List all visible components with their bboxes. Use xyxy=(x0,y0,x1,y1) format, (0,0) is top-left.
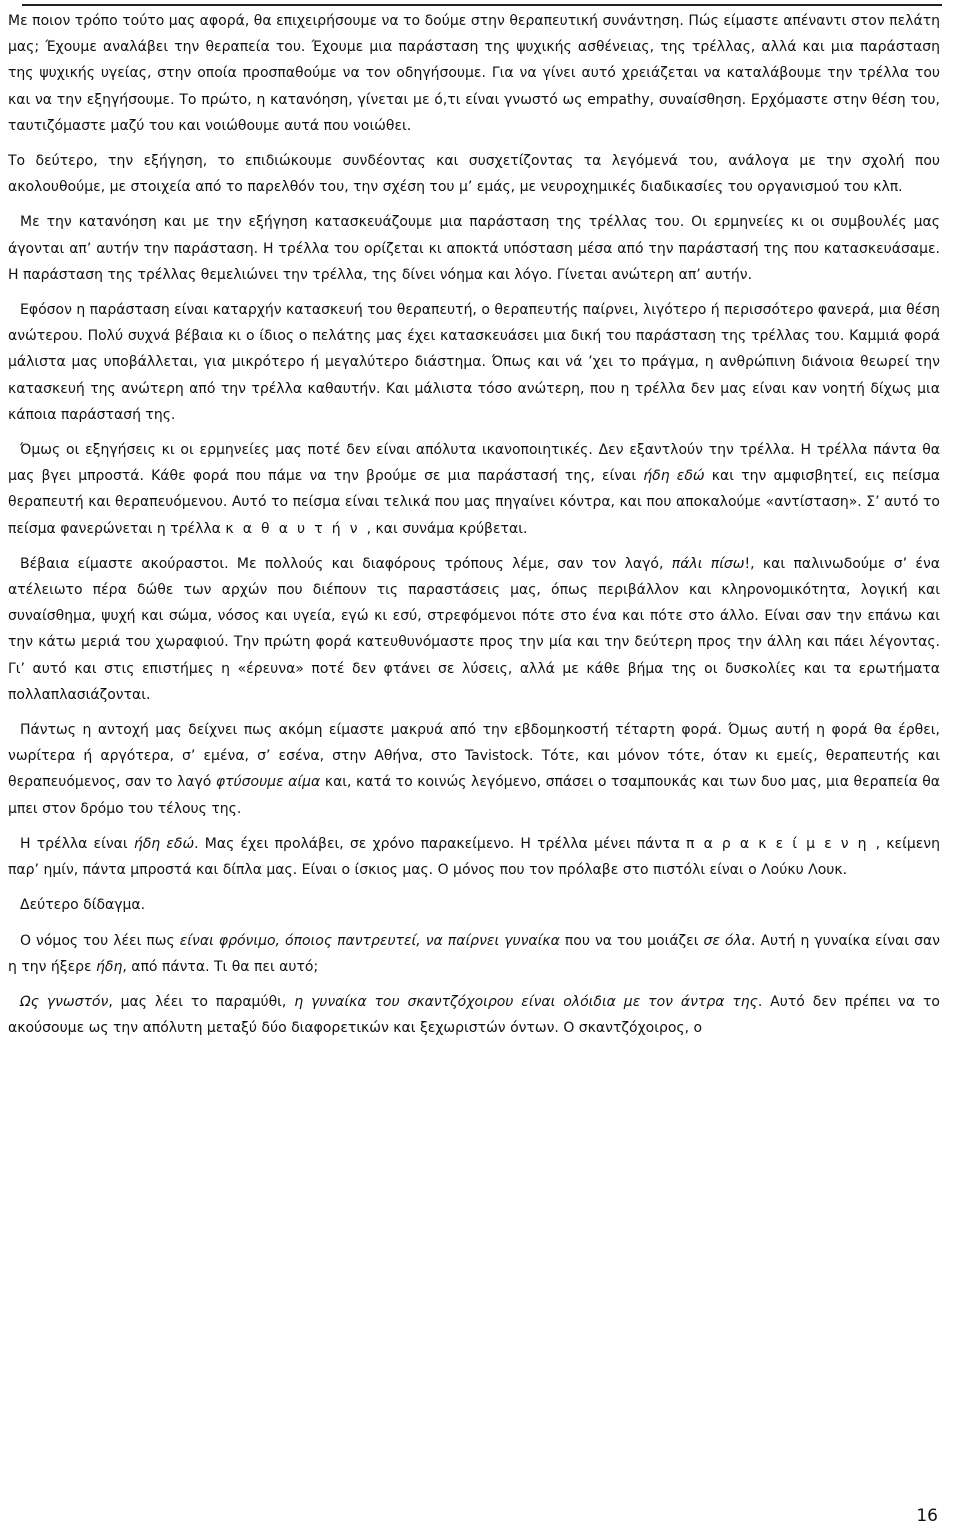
section-heading: Δεύτερο δίδαγμα. xyxy=(20,897,146,914)
italic-text: πάλι πίσω xyxy=(671,555,745,572)
text-run: , από πάντα. Τι θα πει αυτό; xyxy=(122,958,319,975)
text-run: . Αυτό δεν πρέπει να το ακούσουμε ως την απόλυτη μεταξύ δύο διαφορετικών και ξεχωριστών όντων. Ο σκαντζόχοιρος, ο xyxy=(8,993,940,1037)
text-run: και, κατά το κοινώς λεγόμενο, σπάσει ο τσαμπουκάς και των δυο μας, μια θεραπεία θα μπει στον δρόμο του τέλους της. xyxy=(8,774,940,817)
text-run: , μας λέει το παραμύθι, xyxy=(108,993,295,1010)
text-run: !, και παλινωδούμε σ’ ένα ατέλειωτο πέρα δώθε των αρχών που διέπουν τις παραστάσεις μας, όπως περιβάλλον και κληρονομικότητα, λογική και συναίσθημα, ψυχή και σώμα, νόσος και υγεία, εγώ κι εσύ, στρεφόμενοι πότε στο ένα και πότε στο άλλο. Είναι σαν την επάνω και την κάτω μεριά του χωραφιού. Την πρώτη φορά κατευθυνόμαστε προς την μία και την δεύτερη προς την άλλη και πάει λέγοντας. Γι’ αυτό και στις επιστήμες η «έρευνα» ποτέ δεν φτάνει σε λύσεις, αλλά με κάθε βήμα της οι δυσκολίες και τα ερωτήματα πολλαπλασιάζονται. xyxy=(8,555,940,703)
paragraph: Εφόσον η παράσταση είναι καταρχήν κατασκευή του θεραπευτή, ο θεραπευτής παίρνει, λιγότερο ή περισσότερο φανερά, μια θέση ανώτερου. Πολύ συχνά βέβαια κι ο ίδιος ο πελάτης μας έχει κατασκευάσει μια δική του παράσταση της τρέλλας του. Καμμιά φορά μάλιστα μας υποβάλλεται, για μικρότερο ή μεγαλύτερο διάστημα. Όπως και νά ’χει το πράγμα, η ανθρώπινη διάνοια θεωρεί την κατασκευή της ανώτερη από την τρέλλα καθαυτήν. Και μάλιστα τόσο ανώτερη, που η τρέλλα δεν μας είναι καν νοητή δίχως μια κάποια παράστασή της. xyxy=(8,302,940,423)
text-run: Πάντως η αντοχή μας δείχνει πως ακόμη είμαστε μακρυά από την εβδομηκοστή τέταρτη φορά. Όμως αυτή η φορά θα έρθει, νωρίτερα ή αργότερα, σ’ εμένα, σ’ εσένα, στην Αθήνα, στο Tavistock. Τότε, και μόνον τότε, όταν κι εμείς, θεραπευτής και θεραπευόμενος, σαν το λαγό xyxy=(8,722,940,791)
paragraph xyxy=(8,551,940,708)
document-body xyxy=(8,8,940,1050)
italic-text: είναι φρόνιμο, όποιος παντρευτεί, να παίρνει γυναίκα xyxy=(179,932,560,949)
italic-text: ήδη εδώ xyxy=(643,468,705,485)
text-run: Βέβαια είμαστε ακούραστοι. Με πολλούς και διαφόρους τρόπους λέμε, σαν τον λαγό, xyxy=(20,555,672,572)
italic-text: ήδη xyxy=(96,958,123,975)
text-run: Όμως οι εξηγήσεις κι οι ερμηνείες μας ποτέ δεν είναι απόλυτα ικανοποιητικές. Δεν εξαντλούν την τρέλλα. Η τρέλλα πάντα θα μας βγει μπροστά. Κάθε φορά που πάμε να την βρούμε σε μια παράστασή της, είναι xyxy=(8,442,940,485)
paragraph xyxy=(8,831,940,883)
paragraph: Με την κατανόηση και με την εξήγηση κατασκευάζουμε μια παράσταση της τρέλλας του. Οι ερμηνείες κι οι συμβουλές μας άγονται απ’ αυτήν την παράσταση. Η τρέλλα του ορίζεται κι αποκτά υπόσταση μέσα από την παράστασή της που κατασκευάσαμε. Η παράσταση της τρέλλας θεμελιώνει την τρέλλα, της δίνει νόημα και λόγο. Γίνεται ανώτερη απ’ αυτήν. xyxy=(8,214,940,283)
text-run: Η τρέλλα είναι xyxy=(20,835,134,852)
text-run: . Μας έχει προλάβει, σε χρόνο παρακείμενο. Η τρέλλα μένει πάντα xyxy=(194,835,687,852)
italic-text: ήδη εδώ xyxy=(133,835,195,852)
text-run: . Αυτή η γυναίκα είναι σαν η την ήξερε xyxy=(8,932,940,975)
text-run: , κείμενη παρ’ ημίν, πάντα μπροστά και δίπλα μας. Είναι ο ίσκιος μας. Ο μόνος που τον πρόλαβε στο πιστόλι είναι ο Λούκυ Λουκ. xyxy=(8,835,941,879)
italic-text: η γυναίκα του σκαντζόχοιρου είναι ολόιδια με τον άντρα της xyxy=(294,993,758,1010)
italic-text: σε όλα xyxy=(703,932,752,949)
paragraph xyxy=(8,928,940,980)
italic-text: Ως γνωστόν xyxy=(20,993,109,1010)
paragraph xyxy=(8,717,940,822)
italic-text: φτύσουμε αίμα xyxy=(215,774,321,791)
page-number: 16 xyxy=(916,1506,938,1526)
text-run: , και συνάμα κρύβεται. xyxy=(366,520,528,537)
spaced-text: καθαυτήν xyxy=(225,520,367,537)
paragraph xyxy=(8,989,940,1041)
paragraph: Το δεύτερο, την εξήγηση, το επιδιώκουμε συνδέοντας και συσχετίζοντας τα λεγόμενά του, ανάλογα με την σχολή που ακολουθούμε, με στοιχεία από το παρελθόν του, την σχέση του μ’ εμάς, με νευροχημικές διαδικασίες του οργανισμού του κλπ. xyxy=(8,153,940,196)
spaced-text: παρακείμενη xyxy=(686,835,876,852)
paragraph: Με ποιον τρόπο τούτο μας αφορά, θα επιχειρήσουμε να το δούμε στην θεραπευτική συνάντηση. Πώς είμαστε απέναντι στον πελάτη μας; Έχουμε αναλάβει την θεραπεία του. Έχουμε μια παράσταση της ψυχικής ασθένειας, της τρέλλας, αλλά και μια παράσταση της ψυχικής υγείας, στην οποία προσπαθούμε να τον οδηγήσουμε. Για να γίνει αυτό χρειάζεται να καταλάβουμε την τρέλλα του και να την εξηγήσουμε. Το πρώτο, η κατανόηση, γίνεται με ό,τι είναι γνωστό ως empathy, συναίσθηση. Ερχόμαστε στην θέση του, ταυτιζόμαστε μαζύ του και νοιώθουμε αυτά που νοιώθει. xyxy=(8,13,940,134)
paragraph xyxy=(8,437,940,542)
text-run: Ο νόμος του λέει πως xyxy=(20,932,180,949)
text-run: και την αμφισβητεί, εις πείσμα θεραπευτή και θεραπευόμενου. Αυτό το πείσμα είναι τελικά που μας πηγαίνει κόντρα, και που αποκαλούμε «αντίσταση». Σ’ αυτό το πείσμα φανερώνεται η τρέλλα xyxy=(8,468,941,537)
text-run: που να του μοιάζει xyxy=(559,932,704,949)
header-rule xyxy=(22,4,942,6)
